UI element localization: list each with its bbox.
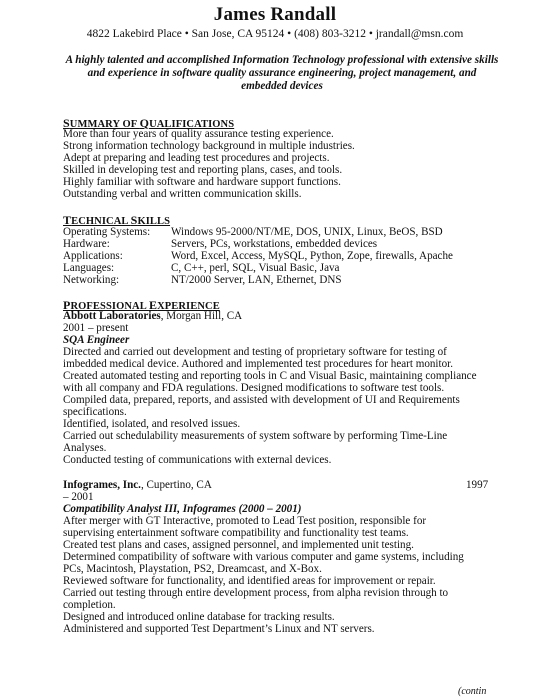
job-line: Designed and introduced online database for tracking results.	[63, 611, 335, 623]
skill-key: Applications:	[63, 250, 123, 262]
skill-row	[63, 238, 453, 250]
job-line: After merger with GT Interactive, promoted to Lead Test position, responsible for	[63, 515, 427, 527]
skill-value: Word, Excel, Access, MySQL, Python, Zope, firewalls, Apache	[171, 250, 453, 262]
job-line: Analyses.	[63, 442, 107, 454]
job-dates: 2001 – present	[63, 322, 129, 334]
job-title: Compatibility Analyst III, Infogrames (2000 – 2001)	[63, 503, 302, 515]
job-line: Reviewed software for functionality, and identified areas for improvement or repair.	[63, 575, 436, 587]
job-line: Carried out schedulability measurements of system software by performing Time-Line	[63, 430, 448, 442]
job-entry-abbott	[63, 310, 503, 466]
list-item: Highly familiar with software and hardware support functions.	[63, 176, 341, 188]
job-line: supervising entertainment software compatibility and functionality test teams.	[63, 527, 409, 539]
candidate-name: James Randall	[213, 4, 337, 25]
skill-key: Operating Systems:	[63, 226, 151, 238]
job-line: Created test plans and cases, assigned personnel, and implemented unit testing.	[63, 539, 414, 551]
skill-value: Servers, PCs, workstations, embedded devices	[171, 238, 378, 250]
employer-location: , Morgan Hill, CA	[160, 310, 243, 322]
list-item: More than four years of quality assurance testing experience.	[63, 128, 334, 140]
job-line: PCs, Macintosh, Playstation, PS2, Dreamcast, and X-Box.	[63, 563, 322, 575]
continued-note: (contin	[458, 686, 487, 697]
skill-value: NT/2000 Server, LAN, Ethernet, DNS	[171, 274, 342, 286]
list-item: Outstanding verbal and written communication skills.	[63, 188, 302, 200]
job-line: Directed and carried out development and testing of proprietary software for testing of	[63, 346, 447, 358]
experience-heading: PROFESSIONAL EXPERIENCE	[63, 298, 220, 312]
job-line: specifications.	[63, 406, 127, 418]
list-item: Skilled in developing test and reporting plans, cases, and tools.	[63, 164, 343, 176]
skill-value: Windows 95-2000/NT/ME, DOS, UNIX, Linux, BeOS, BSD	[171, 226, 443, 238]
job-line: with all company and FDA regulations. Designed modifications to software test tools.	[63, 382, 445, 394]
job-line: imbedded medical device. Authored and implemented test procedures for heart monitor.	[63, 358, 454, 370]
job-line: completion.	[63, 599, 116, 611]
contact-line: 4822 Lakebird Place • San Jose, CA 95124 • (408) 803-3212 • jrandall@msn.com	[86, 28, 464, 40]
job-line: Determined compatibility of software with various computer and game systems, including	[63, 551, 464, 563]
employer-line	[63, 310, 503, 322]
skill-row	[63, 226, 453, 238]
qualifications-list	[63, 128, 503, 200]
job-dates: – 2001	[63, 491, 94, 503]
skill-key: Languages:	[63, 262, 115, 274]
employer-location: , Cupertino, CA	[140, 479, 212, 491]
job-line: Identified, isolated, and resolved issues.	[63, 418, 241, 430]
job-entry-infogrames	[63, 479, 503, 635]
list-item: Adept at preparing and leading test procedures and projects.	[63, 152, 330, 164]
job-title: SQA Engineer	[63, 334, 130, 346]
job-line: Carried out testing through entire development process, from alpha revision through to	[63, 587, 449, 599]
job-line: Administered and supported Test Department’s Linux and NT servers.	[63, 623, 375, 635]
technical-skills-table	[63, 226, 453, 286]
list-item: Strong information technology background in multiple industries.	[63, 140, 355, 152]
skill-value: C, C++, perl, SQL, Visual Basic, Java	[171, 262, 340, 274]
job-start-year: 1997	[466, 479, 489, 491]
skill-row	[63, 262, 453, 274]
employer-line	[63, 479, 503, 491]
skill-key: Hardware:	[63, 238, 110, 250]
job-line: Compiled data, prepared, reports, and assisted with development of UI and Requirements	[63, 394, 460, 406]
profile-summary: A highly talented and accomplished Information Technology professional with extensive skills and experience in software quality assurance engineering, project management, and embedded devices	[65, 54, 499, 92]
skill-row	[63, 250, 453, 262]
qualifications-heading: SUMMARY OF QUALIFICATIONS	[63, 116, 235, 130]
employer-name: Infogrames, Inc.	[63, 479, 141, 491]
technical-skills-heading: TECHNICAL SKILLS	[63, 213, 171, 227]
employer-name: Abbott Laboratories	[63, 310, 161, 322]
skill-key: Networking:	[63, 274, 120, 286]
job-line: Created automated testing and reporting tools in C and Visual Basic, maintaining compliance	[63, 370, 477, 382]
skill-row	[63, 274, 453, 286]
job-line: Conducted testing of communications with external devices.	[63, 454, 332, 466]
